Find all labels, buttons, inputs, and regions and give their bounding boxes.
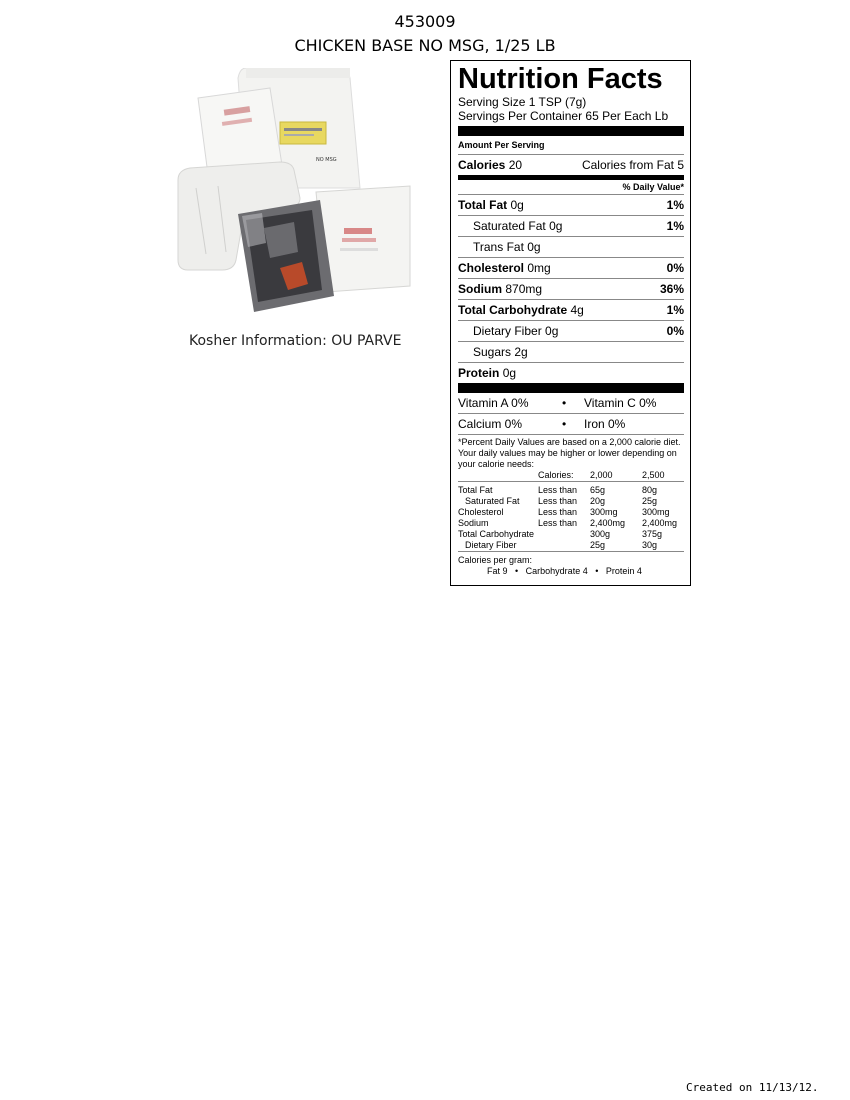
nutrient-row-dietary-fiber — [458, 321, 684, 342]
dv-cell: 2,000 — [590, 470, 613, 480]
dv-table-row — [458, 496, 684, 507]
nutrient-label: Sodium — [458, 282, 502, 296]
dv-cell: 2,400mg — [642, 518, 678, 528]
nutrient-row-total-carbohydrate — [458, 300, 684, 321]
product-photo — [176, 68, 412, 314]
dv-cell: Less than — [538, 496, 578, 506]
nutrient-value: 0mg — [527, 261, 551, 275]
dv-cell: 300mg — [590, 507, 618, 517]
vitamin-row — [458, 393, 684, 414]
nutrient-value: 0g — [502, 366, 517, 380]
nutrient-row-sugars — [458, 342, 684, 363]
dv-cell: 30g — [642, 540, 658, 550]
calories-row — [458, 155, 684, 175]
dv-cell: 25g — [642, 496, 658, 506]
dv-cell: Cholesterol — [458, 507, 504, 517]
nutrient-row-protein — [458, 363, 684, 383]
dv-cell: 25g — [590, 540, 606, 550]
dv-table-header — [458, 470, 684, 482]
dv-cell: 300mg — [642, 507, 670, 517]
nutrient-dv: 0% — [666, 324, 684, 338]
dv-cell: Total Carbohydrate — [458, 529, 535, 539]
nutrient-dv: 0% — [666, 261, 684, 275]
nutrient-dv: 1% — [666, 303, 684, 317]
dv-cell: Total Fat — [458, 485, 493, 495]
nutrient-value: 0g — [549, 219, 563, 233]
vitamin-c: Vitamin C 0% — [584, 396, 657, 410]
nutrient-label: Total Carbohydrate — [458, 303, 568, 317]
dv-cell: 80g — [642, 485, 658, 495]
dv-cell: 2,500 — [642, 470, 665, 480]
dv-cell: Less than — [538, 485, 578, 495]
created-date: Created on 11/13/12. — [686, 1081, 819, 1094]
iron: Iron 0% — [584, 417, 626, 431]
amount-per-serving: Amount Per Serving — [458, 136, 684, 155]
nutrition-facts-title: Nutrition Facts — [458, 63, 663, 95]
nutrient-label: Sugars — [473, 345, 512, 359]
servings-per-container: Servings Per Container 65 Per Each Lb — [458, 109, 669, 123]
nutrient-dv: 1% — [666, 219, 684, 233]
nutrient-dv: 36% — [659, 282, 684, 296]
nutrient-value: 2g — [514, 345, 528, 359]
nutrient-row-trans-fat — [458, 237, 684, 258]
nutrient-row-cholesterol — [458, 258, 684, 279]
daily-value-footnote: *Percent Daily Values are based on a 2,000 calorie diet. Your daily values may be higher or lower depending on your calorie needs: — [458, 437, 681, 469]
dv-table-row — [458, 518, 684, 529]
bullet: • — [562, 396, 567, 410]
calories-label: Calories — [458, 158, 506, 172]
dv-cell: 2,400mg — [590, 518, 626, 528]
dv-cell: 300g — [590, 529, 611, 539]
bullet: • — [562, 417, 567, 431]
nutrient-label: Dietary Fiber — [473, 324, 542, 338]
calories-value: 20 — [508, 158, 523, 172]
pouch-label-text: NO MSG — [316, 157, 337, 163]
calories-from-fat: Calories from Fat 5 — [581, 158, 684, 172]
serving-size: Serving Size 1 TSP (7g) — [458, 95, 587, 109]
dv-cell: 65g — [590, 485, 606, 495]
kosher-info: Kosher Information: OU PARVE — [189, 333, 402, 349]
nutrient-row-sodium — [458, 279, 684, 300]
nutrient-dv: 1% — [666, 198, 684, 212]
dv-cell — [538, 529, 590, 540]
nutrient-value: 0g — [510, 198, 524, 212]
product-code: 453009 — [394, 12, 456, 31]
dv-cell: Sodium — [458, 518, 489, 528]
calories-per-gram-label: Calories per gram: — [458, 555, 533, 565]
mineral-row — [458, 414, 684, 435]
nutrient-label: Trans Fat — [473, 240, 524, 254]
dv-cell: Calories: — [538, 470, 574, 480]
product-title: CHICKEN BASE NO MSG, 1/25 LB — [294, 36, 556, 55]
nutrient-row-saturated-fat — [458, 216, 684, 237]
dv-cell: Less than — [538, 518, 578, 528]
daily-value-table — [458, 470, 684, 555]
dv-cell: 375g — [642, 529, 663, 539]
dv-table-row — [458, 529, 684, 540]
nutrient-label: Saturated Fat — [473, 219, 546, 233]
dv-table-row — [458, 540, 684, 552]
nutrient-value: 0g — [545, 324, 559, 338]
dv-table-row — [458, 507, 684, 518]
dv-cell: 20g — [590, 496, 606, 506]
nutrient-label: Cholesterol — [458, 261, 525, 275]
nutrient-label: Total Fat — [458, 198, 508, 212]
calories-per-gram-values: Fat 9 • Carbohydrate 4 • Protein 4 — [487, 566, 642, 576]
daily-value-header: % Daily Value* — [458, 180, 684, 195]
dv-cell: Less than — [538, 507, 578, 517]
dv-table-row — [458, 485, 684, 496]
vitamin-a: Vitamin A 0% — [458, 396, 529, 410]
dv-cell — [458, 470, 538, 482]
divider-thick — [458, 383, 684, 393]
nutrition-facts-panel — [450, 60, 691, 586]
nutrient-row-total-fat — [458, 195, 684, 216]
dv-cell: Dietary Fiber — [465, 540, 517, 550]
nutrient-label: Protein — [458, 366, 500, 380]
dv-cell — [538, 540, 590, 552]
dv-cell: Saturated Fat — [465, 496, 520, 506]
calcium: Calcium 0% — [458, 417, 523, 431]
divider-thick — [458, 126, 684, 136]
nutrient-value: 4g — [570, 303, 584, 317]
nutrient-value: 0g — [527, 240, 541, 254]
nutrient-value: 870mg — [505, 282, 543, 296]
